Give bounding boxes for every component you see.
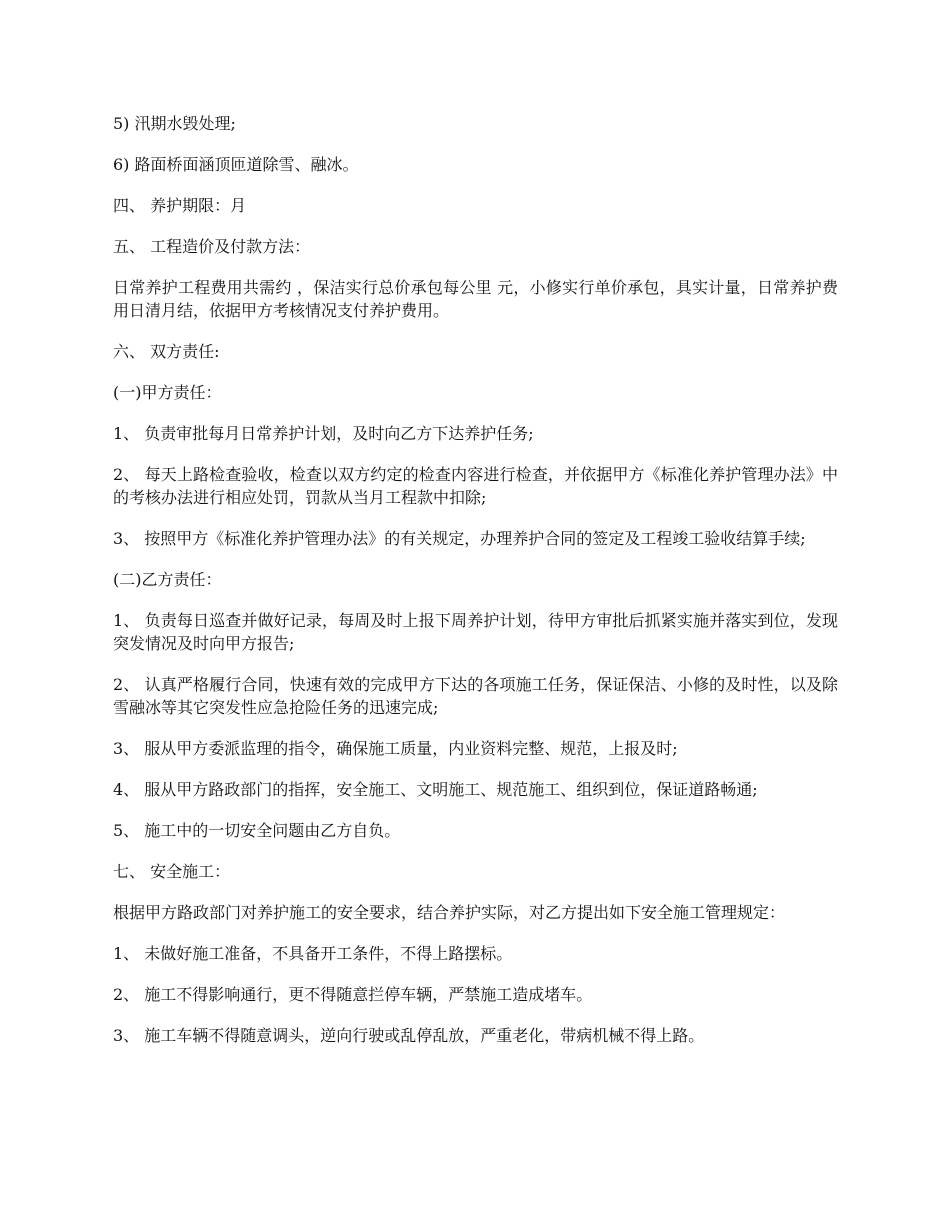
party-a-item-3: 3、 按照甲方《标准化养护管理办法》的有关规定，办理养护合同的签定及工程竣工验收结算手续; bbox=[113, 529, 806, 548]
section-5-cost-payment: 五、 工程造价及付款方法： bbox=[113, 237, 311, 256]
safety-intro: 根据甲方路政部门对养护施工的安全要求，结合养护实际，对乙方提出如下安全施工管理规定： bbox=[113, 903, 786, 922]
document-page bbox=[113, 112, 838, 1065]
section-6-responsibilities: 六、 双方责任: bbox=[113, 342, 220, 361]
section-4-maintenance-period: 四、 养护期限：月 bbox=[113, 196, 247, 215]
party-b-item-1: 1、 负责每日巡查并做好记录，每周及时上报下周养护计划，待甲方审批后抓紧实施并落实到位，发现突发情况及时向甲方报告; bbox=[113, 611, 838, 653]
clause-5-flood-damage: 5) 汛期水毁处理; bbox=[113, 114, 236, 133]
safety-item-3: 3、 施工车辆不得随意调头，逆向行驶或乱停乱放，严重老化，带病机械不得上路。 bbox=[113, 1026, 705, 1045]
party-a-item-2: 2、 每天上路检查验收，检查以双方约定的检查内容进行检查，并依据甲方《标准化养护管理办法》中的考核办法进行相应处罚，罚款从当月工程款中扣除; bbox=[113, 465, 838, 507]
party-a-heading: (一)甲方责任： bbox=[113, 383, 222, 402]
safety-item-1: 1、 未做好施工准备，不具备开工条件，不得上路摆标。 bbox=[113, 944, 513, 963]
party-b-heading: (二)乙方责任： bbox=[113, 570, 222, 589]
party-b-item-5: 5、 施工中的一切安全问题由乙方自负。 bbox=[113, 821, 401, 840]
cost-payment-body: 日常养护工程费用共需约 ，保洁实行总价承包每公里 元，小修实行单价承包，具实计量，日常养护费用日清月结，依据甲方考核情况支付养护费用。 bbox=[113, 278, 838, 320]
section-7-safety: 七、 安全施工： bbox=[113, 862, 231, 881]
party-b-item-2: 2、 认真严格履行合同，快速有效的完成甲方下达的各项施工任务，保证保洁、小修的及时性，以及除雪融冰等其它突发性应急抢险任务的迅速完成; bbox=[113, 675, 838, 717]
party-b-item-4: 4、 服从甲方路政部门的指挥，安全施工、文明施工、规范施工、组织到位，保证道路畅通; bbox=[113, 780, 758, 799]
party-a-item-1: 1、 负责审批每月日常养护计划，及时向乙方下达养护任务; bbox=[113, 424, 534, 443]
party-b-item-3: 3、 服从甲方委派监理的指令，确保施工质量，内业资料完整、规范，上报及时; bbox=[113, 739, 678, 758]
clause-6-snow-removal: 6) 路面桥面涵顶匝道除雪、融冰。 bbox=[113, 155, 359, 174]
safety-item-2: 2、 施工不得影响通行，更不得随意拦停车辆，严禁施工造成堵车。 bbox=[113, 985, 593, 1004]
